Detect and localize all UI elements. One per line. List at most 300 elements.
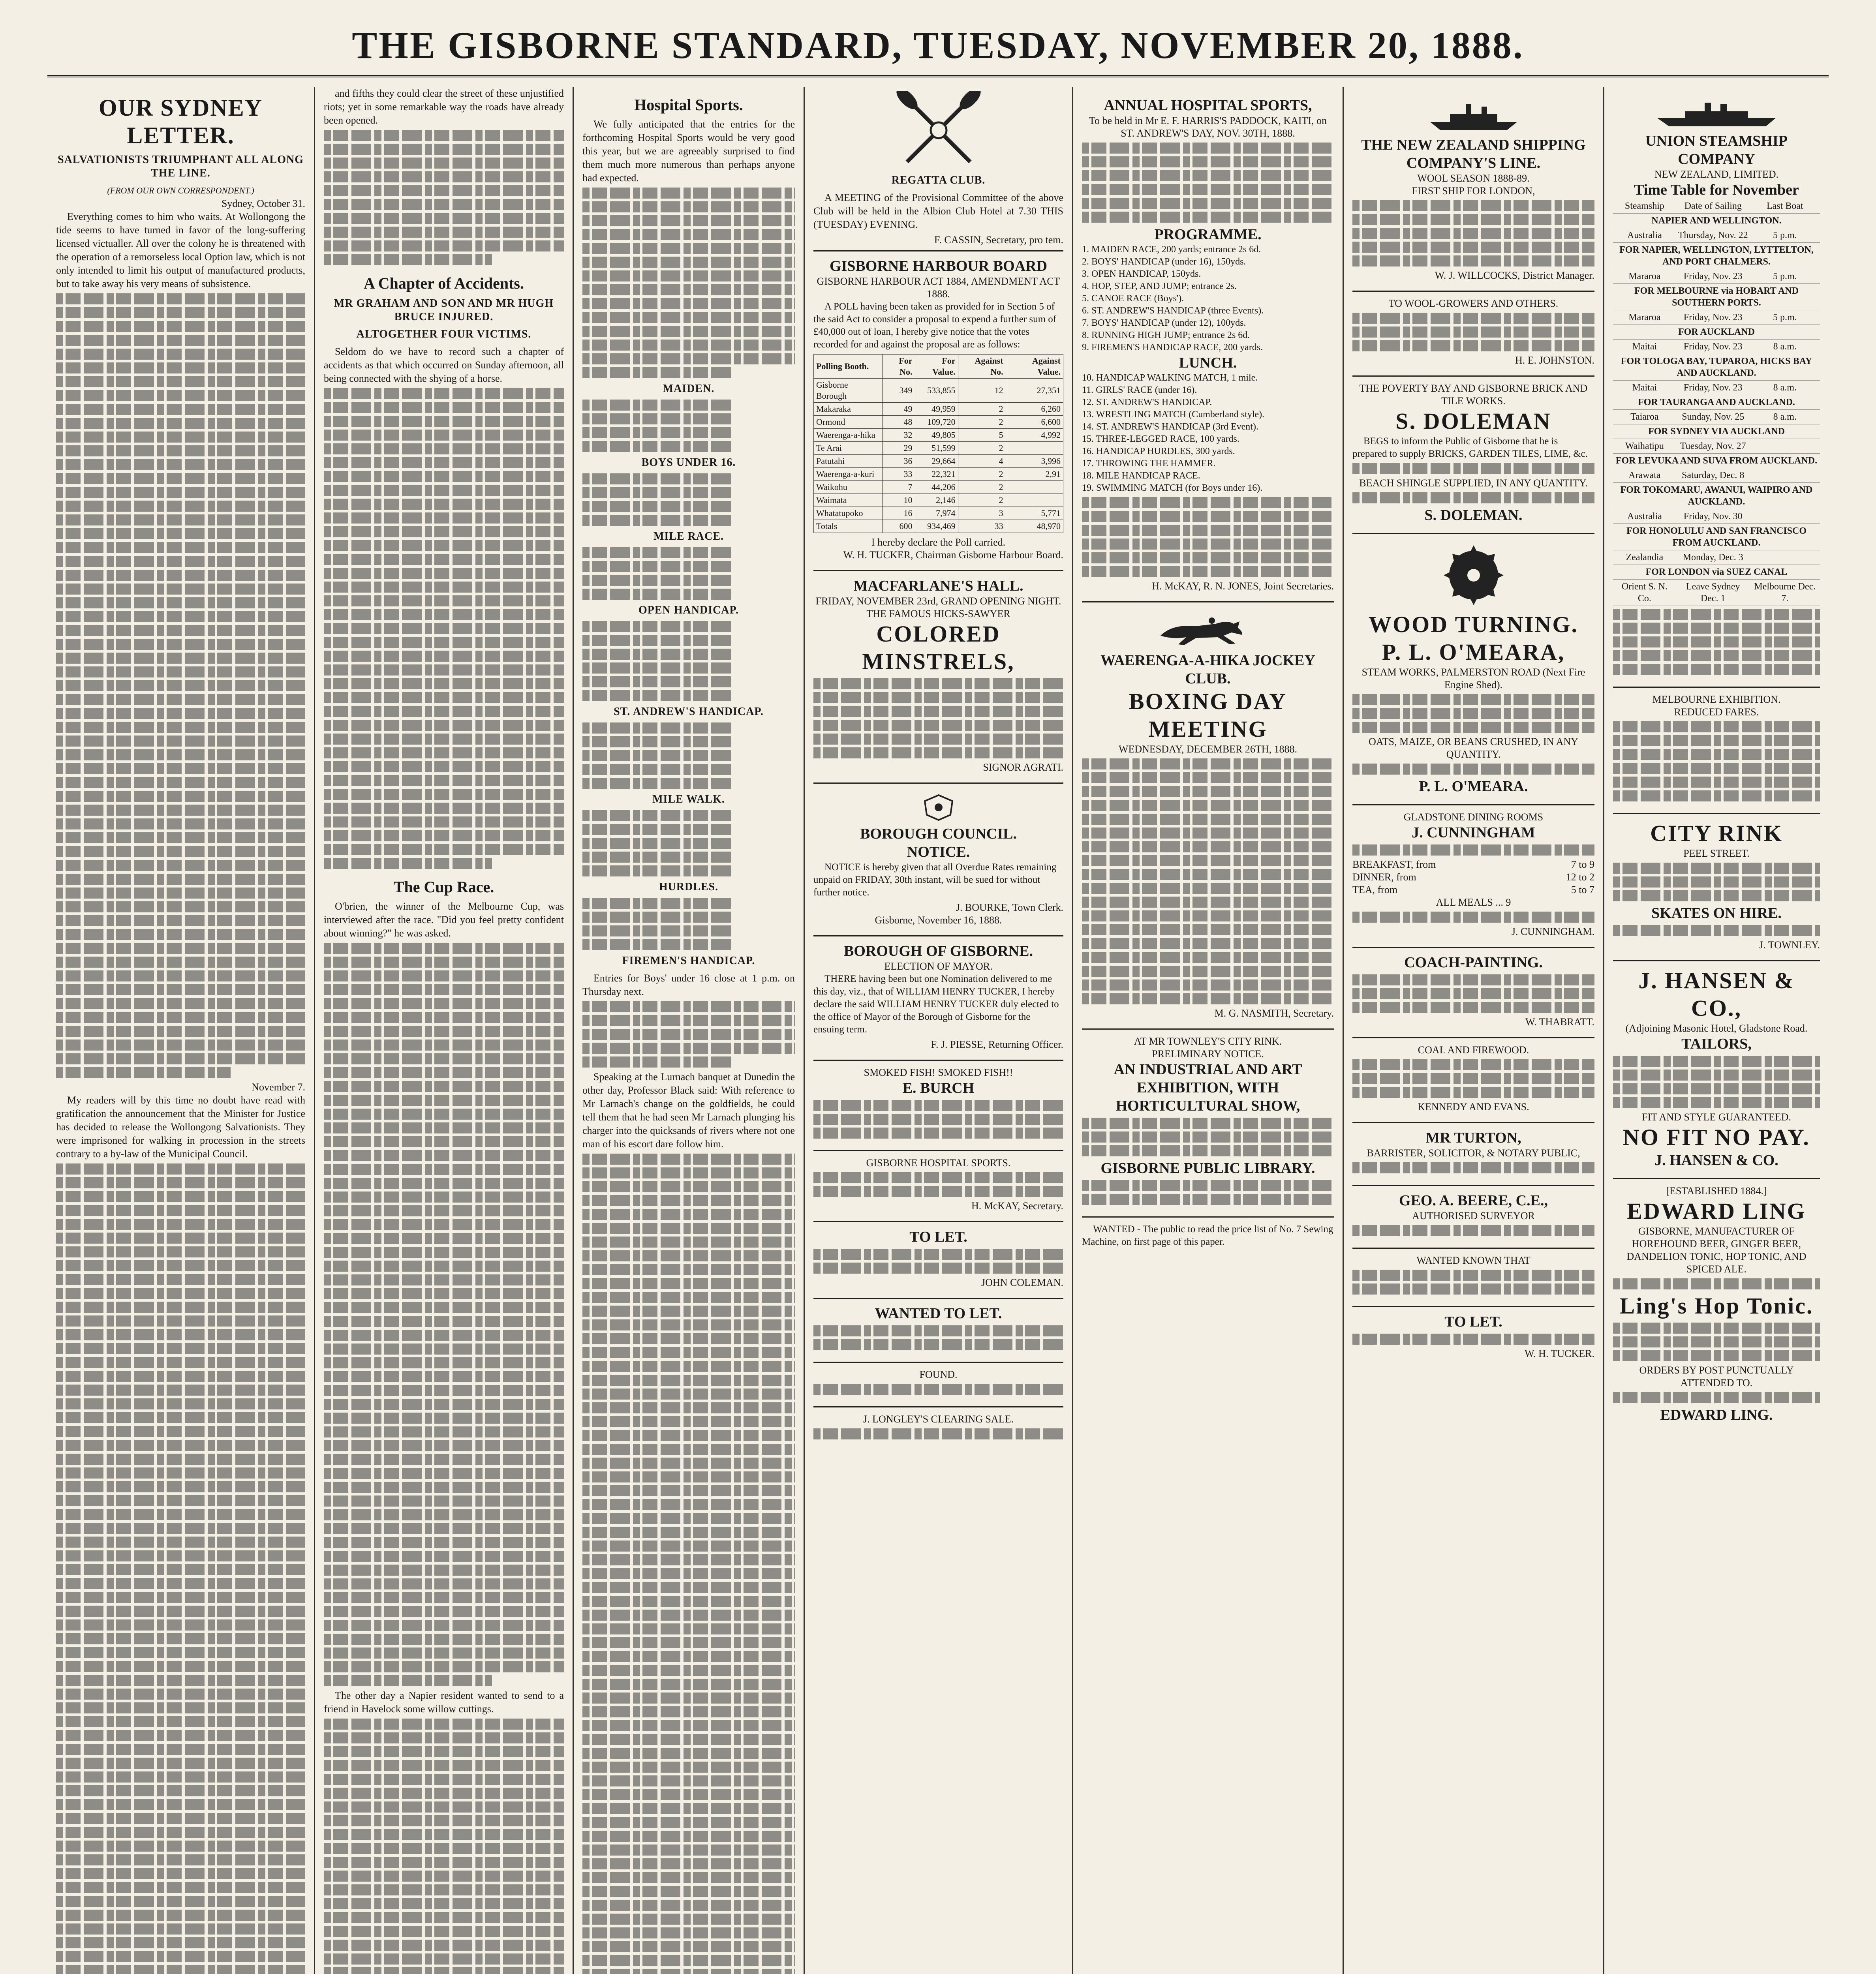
ad-title: J. HANSEN & CO. (1654, 1152, 1778, 1169)
fare-row (1352, 858, 1594, 871)
text-line (1613, 763, 1820, 774)
text-line (324, 1760, 564, 1771)
text-line (324, 1316, 564, 1327)
sports-programme-ad (1082, 91, 1334, 597)
text-line (56, 832, 305, 843)
text-line (1613, 890, 1820, 901)
text-line (582, 1001, 795, 1012)
text-line (582, 215, 795, 226)
route-boat (1750, 509, 1820, 524)
text-line (582, 312, 795, 323)
text-line (324, 1592, 564, 1603)
text-line (1613, 664, 1820, 675)
wool-ad (1352, 291, 1594, 372)
poll-row (814, 416, 1063, 429)
text-line (56, 736, 305, 747)
text-line (582, 1306, 795, 1317)
text-line (1613, 1070, 1820, 1081)
ad-signature: F. J. PIESSE, Returning Officer. (931, 1039, 1063, 1050)
text-line (1352, 722, 1594, 733)
route-date: Leave Sydney Dec. 1 (1676, 580, 1750, 606)
programme-item: 13. WRESTLING MATCH (Cumberland style). (1082, 409, 1265, 420)
section-title: A Chapter of Accidents. (364, 274, 524, 292)
route-row (1613, 439, 1820, 454)
text-line (56, 293, 305, 304)
ad-signature: SIGNOR AGRATI. (983, 762, 1063, 773)
ad-title: GEO. A. BEERE, C.E., (1399, 1192, 1548, 1209)
text-line (582, 501, 731, 512)
to-let-ad (813, 1221, 1063, 1294)
text-line (56, 1288, 305, 1299)
text-line (1613, 1083, 1820, 1094)
text-line (324, 1912, 564, 1923)
section-subtitle: ALTOGETHER FOUR VICTIMS. (356, 328, 531, 340)
poll-cell: 600 (882, 520, 915, 533)
text-line (1613, 1336, 1820, 1347)
text-line (813, 747, 1063, 758)
text-line (1613, 1392, 1820, 1403)
shipping-ad (1352, 91, 1594, 287)
text-line (324, 1719, 564, 1730)
text-line (813, 1100, 1063, 1111)
ad-signature: H. McKAY, Secretary. (971, 1200, 1063, 1212)
programme-list (1082, 244, 1334, 354)
ad-date: Gisborne, November 16, 1888. (875, 914, 1002, 926)
programme-item: 15. THREE-LEGGED RACE, 100 yards. (1082, 434, 1239, 444)
article-paragraph: Seldom do we have to record such a chapter of accidents as that which occurred on Sunday afternoon, all being connected with the shying of a horse. (324, 346, 564, 384)
article-paragraph: Entries for Boys' under 16 close at 1 p.m. on Thursday next. (582, 972, 795, 997)
ad-subtitle: (Adjoining Masonic Hotel, Gladstone Road. (1625, 1023, 1808, 1034)
text-line (1613, 790, 1820, 801)
programme-item: 19. SWIMMING MATCH (for Boys under 16). (1082, 483, 1263, 493)
text-line (324, 1344, 564, 1355)
ad-signature: J. BOURKE, Town Clerk. (956, 902, 1063, 913)
text-line (324, 1385, 564, 1396)
ad-subtitle: REDUCED FARES. (1674, 706, 1759, 718)
text-line (324, 651, 564, 662)
text-line (582, 270, 795, 281)
ad-headline: P. L. O'MEARA, (1382, 639, 1565, 665)
text-line (324, 457, 564, 468)
text-line (582, 635, 731, 646)
text-line (324, 254, 492, 265)
text-line (1613, 609, 1820, 620)
text-line (324, 609, 564, 620)
text-line (56, 970, 305, 981)
ad-subtitle: ORDERS BY POST PUNCTUALLY ATTENDED TO. (1639, 1364, 1794, 1389)
text-line (56, 846, 305, 857)
text-line (1613, 721, 1820, 732)
wanted-ad (813, 1298, 1063, 1358)
ad-headline: BOXING DAY MEETING (1129, 689, 1287, 742)
article-paragraph: O'brien, the winner of the Melbourne Cup, was interviewed after the race. "Did you feel pretty confident about winning?" he was asked. (324, 901, 564, 939)
text-line (324, 554, 564, 565)
text-line (1352, 214, 1594, 225)
text-line (56, 570, 305, 581)
text-line (56, 1965, 305, 1974)
text-line (56, 1163, 305, 1175)
text-line (1352, 1283, 1594, 1295)
route-heading: NAPIER AND WELLINGTON. (1613, 214, 1820, 228)
text-line (1082, 786, 1334, 797)
text-line (56, 1467, 305, 1479)
ad-signature: H. E. JOHNSTON. (1515, 355, 1594, 366)
route-boat: 8 a.m. (1750, 381, 1820, 395)
poll-cell: 36 (882, 455, 915, 468)
poll-body (814, 379, 1063, 533)
text-line (324, 1095, 564, 1106)
route-heading-row (1613, 483, 1820, 509)
text-line (582, 1955, 795, 1966)
text-line (324, 1884, 564, 1895)
ad-title: LUNCH. (1179, 355, 1237, 371)
route-date: Friday, Nov. 23 (1676, 340, 1750, 354)
text-line (582, 326, 795, 337)
text-line (56, 1053, 305, 1064)
text-line (1352, 1162, 1594, 1173)
text-line (582, 1651, 795, 1662)
text-line (56, 818, 305, 829)
text-line (56, 694, 305, 705)
text-line (1082, 566, 1334, 577)
text-line (56, 335, 305, 346)
poll-cell: 16 (882, 507, 915, 520)
text-line (56, 929, 305, 940)
text-line (582, 400, 731, 411)
found-ad (813, 1362, 1063, 1402)
route-heading: FOR TOKOMARU, AWANUI, WAIPIRO AND AUCKLAND. (1613, 483, 1820, 509)
poll-cell: 51,599 (915, 442, 958, 455)
text-line (56, 1854, 305, 1865)
poll-row (814, 520, 1063, 533)
text-line (1613, 1350, 1820, 1361)
ad-subtitle: WOOL SEASON 1888-89. (1417, 173, 1530, 184)
route-boat: 8 a.m. (1750, 340, 1820, 354)
ad-title: BOROUGH COUNCIL. (860, 826, 1017, 842)
text-line (1613, 925, 1820, 936)
route-ship: Australia (1613, 509, 1676, 524)
route-boat: 8 a.m. (1750, 410, 1820, 424)
dining-rooms-ad (1352, 804, 1594, 943)
poll-row (814, 481, 1063, 494)
text-line (582, 1693, 795, 1704)
fare-hours: 5 to 7 (1571, 884, 1594, 895)
ad-title: BOROUGH OF GISBORNE. (844, 943, 1033, 959)
poll-cell: 5 (958, 429, 1006, 442)
text-line (56, 528, 305, 539)
ship-icon (1426, 100, 1521, 132)
text-line (1352, 1073, 1594, 1084)
text-line (324, 1164, 564, 1175)
poll-row (814, 455, 1063, 468)
text-line (56, 625, 305, 636)
route-row (1613, 580, 1820, 606)
ad-title: WANTED KNOWN THAT (1416, 1255, 1530, 1266)
ad-date: WEDNESDAY, DECEMBER 26TH, 1888. (1118, 743, 1298, 755)
text-line (582, 1596, 795, 1607)
ad-signature: J. CUNNINGHAM. (1511, 926, 1594, 937)
text-line (56, 1868, 305, 1879)
text-line (1082, 855, 1334, 866)
text-line (1613, 1278, 1820, 1289)
column-hospital-sports (574, 87, 804, 1974)
ad-headline: AN INDUSTRIAL AND ART EXHIBITION, WITH HORTICULTURAL SHOW, (1114, 1061, 1302, 1114)
text-line (324, 185, 564, 196)
text-line (1613, 735, 1820, 746)
borough-notice (813, 782, 1063, 931)
crossed-oars-icon (895, 91, 982, 170)
text-line (324, 789, 564, 800)
text-line (324, 1426, 564, 1437)
text-line (813, 1172, 1063, 1183)
text-line (324, 1053, 564, 1064)
text-line (324, 213, 564, 224)
text-line (56, 639, 305, 650)
text-line (56, 901, 305, 912)
text-line (1352, 988, 1594, 999)
text-line (56, 1606, 305, 1617)
poll-cell: 29,664 (915, 455, 958, 468)
route-ship: Mararoa (1613, 269, 1676, 284)
text-line (1352, 912, 1594, 923)
route-boat: 5 p.m. (1750, 228, 1820, 243)
text-line (582, 1817, 795, 1828)
programme-item: 4. HOP, STEP, AND JUMP; entrance 2s. (1082, 281, 1237, 291)
text-line (56, 404, 305, 415)
exhibition-ad (1082, 1028, 1334, 1212)
text-line (1352, 1334, 1594, 1345)
text-line (324, 485, 564, 496)
text-line (324, 582, 564, 593)
route-ship: Zealandia (1613, 550, 1676, 565)
masthead: THE GISBORNE STANDARD, TUESDAY, NOVEMBER 20, 1888. (47, 16, 1829, 77)
text-line (56, 1274, 305, 1285)
route-row (1613, 269, 1820, 284)
text-line (1082, 979, 1334, 991)
ad-title: MACFARLANE'S HALL. (853, 578, 1023, 594)
poll-cell: 2 (958, 416, 1006, 429)
text-line (56, 1758, 305, 1769)
text-line (582, 898, 731, 909)
event-heading: BOYS UNDER 16. (641, 456, 736, 469)
text-line (56, 1730, 305, 1741)
text-line (56, 1412, 305, 1423)
text-line (1082, 184, 1334, 195)
column-notices (805, 87, 1072, 1974)
poll-cell: 49,805 (915, 429, 958, 442)
poll-cell: Waikohu (814, 481, 883, 494)
fare-hours: 7 to 9 (1571, 859, 1594, 870)
text-line (56, 307, 305, 318)
article-title: OUR SYDNEY LETTER. (98, 95, 263, 148)
fare-meal: BREAKFAST, from (1352, 859, 1436, 870)
text-line (1613, 777, 1820, 788)
route-date: Friday, Nov. 23 (1676, 381, 1750, 395)
text-line (1082, 1194, 1334, 1205)
steamship-ad (1613, 91, 1820, 683)
ad-text: THERE having been but one Nomination delivered to me this day, viz., that of WILLIAM HENRY TUCKER, I hereby declare the said WILLIAM HENRY TUCKER duly elected to the office of Mayor of the Borough of Gisborne for the ensuing term. (813, 974, 1059, 1035)
text-line (56, 763, 305, 774)
route-row (1613, 340, 1820, 354)
route-heading: FOR MELBOURNE via HOBART AND SOUTHERN PORTS. (1613, 284, 1820, 310)
text-line (56, 501, 305, 512)
timetable-body (1613, 214, 1820, 606)
article-paragraph: Everything comes to him who waits. At Wollongong the tide seems to have turned in favor of the long-suffering licensed victualler. All over the colony he is threatened with the operation of a remorseless local Option law, which is not only intended to limit his output of manufactured products, but to take away his very means of subsistence. (56, 211, 305, 289)
text-line (582, 1209, 795, 1220)
fare-hours: 12 to 2 (1566, 871, 1594, 883)
ad-subtitle: FIT AND STYLE GUARANTEED. (1642, 1111, 1791, 1123)
to-let-ad (1352, 1306, 1594, 1365)
text-line (324, 402, 564, 413)
coal-ad (1352, 1037, 1594, 1118)
text-line (582, 1762, 795, 1773)
text-line (582, 1250, 795, 1261)
text-line (1082, 525, 1334, 536)
text-line (324, 1496, 564, 1507)
text-line (56, 1716, 305, 1727)
mayor-notice (813, 935, 1063, 1056)
text-line (1082, 170, 1334, 181)
text-line (1082, 772, 1334, 783)
programme-list (1082, 372, 1334, 494)
text-line (1613, 863, 1820, 874)
text-line (1082, 758, 1334, 769)
text-line (1082, 1145, 1334, 1156)
text-line (56, 1260, 305, 1271)
poll-cell: 5,771 (1006, 507, 1063, 520)
ad-title: SMOKED FISH! SMOKED FISH!! (864, 1067, 1013, 1078)
text-line (582, 1568, 795, 1579)
poll-row (814, 468, 1063, 481)
text-line (56, 1702, 305, 1713)
text-line (56, 1578, 305, 1589)
text-line (324, 1040, 564, 1051)
ad-title: COAL AND FIREWOOD. (1418, 1044, 1529, 1056)
poll-cell: 22,321 (915, 468, 958, 481)
section-title: Hospital Sports. (634, 96, 743, 114)
edward-ling-ad (1613, 1178, 1820, 1429)
ad-title: J. LONGLEY'S CLEARING SALE. (863, 1413, 1014, 1425)
article-paragraph: My readers will by this time no doubt have read with gratification the announcement that the Minister for Justice has decided to release the Wollongong Salvationists. They were imprisoned for walking in procession in the streets contrary to a by-law of the Municipal Council. (56, 1094, 305, 1160)
programme-item: 12. ST. ANDREW'S HANDICAP. (1082, 397, 1212, 407)
text-line (582, 1665, 795, 1676)
poll-row (814, 429, 1063, 442)
ad-headline: COLORED MINSTRELS, (862, 621, 1015, 674)
article-subtitle: SALVATIONISTS TRIUMPHANT ALL ALONG THE LINE. (58, 154, 304, 179)
section-title: The Cup Race. (393, 878, 494, 896)
text-line (582, 1582, 795, 1593)
text-line (1082, 938, 1334, 949)
programme-item: 7. BOYS' HANDICAP (under 12), 100yds. (1082, 318, 1246, 328)
text-line (1352, 1087, 1594, 1098)
text-line (582, 340, 795, 351)
text-line (1082, 924, 1334, 935)
poll-cell (1006, 481, 1063, 494)
poll-cell: Waerenga-a-kuri (814, 468, 883, 481)
route-boat (1750, 439, 1820, 454)
text-line (56, 1799, 305, 1810)
text-line (582, 353, 795, 364)
text-line (324, 844, 564, 855)
ad-text: WANTED - The public to read the price list of No. 7 Sewing Machine, on first page of this paper. (1082, 1224, 1333, 1247)
text-line (324, 1205, 564, 1216)
text-line (582, 441, 731, 452)
text-line (324, 1399, 564, 1410)
route-ship: Mararoa (1613, 310, 1676, 325)
poll-cell: 48,970 (1006, 520, 1063, 533)
steamship-icon (1653, 100, 1780, 128)
route-heading: FOR HONOLULU AND SAN FRANCISCO FROM AUCKLAND. (1613, 524, 1820, 550)
text-line (582, 229, 795, 240)
text-line (582, 1706, 795, 1717)
text-line (813, 1249, 1063, 1260)
text-line (56, 1523, 305, 1534)
text-line (1352, 708, 1594, 719)
text-line (324, 1440, 564, 1451)
text-line (1082, 1180, 1334, 1191)
text-line (582, 1056, 731, 1068)
ad-subtitle: GISBORNE HARBOUR ACT 1884, AMENDMENT ACT 1888. (817, 276, 1060, 300)
route-ship: Maitai (1613, 381, 1676, 395)
ad-title: THE POVERTY BAY AND GISBORNE BRICK AND TILE WORKS. (1359, 383, 1588, 407)
text-line (582, 243, 795, 254)
text-line (324, 734, 564, 745)
text-line (582, 1748, 795, 1759)
text-line (56, 1440, 305, 1451)
poll-cell: 3,996 (1006, 455, 1063, 468)
text-line (1613, 650, 1820, 661)
text-line (324, 144, 564, 155)
text-line (324, 1634, 564, 1645)
timetable-header: Steamship (1613, 199, 1676, 214)
article-paragraph: We fully anticipated that the entries for the forthcoming Hospital Sports would be very good this year, but we are agreeably surprised to find them much more numerous than perhaps anyone had expected. (582, 118, 795, 184)
route-heading-row (1613, 454, 1820, 468)
ad-title: AT MR TOWNLEY'S CITY RINK. (1134, 1036, 1282, 1047)
text-line (813, 734, 1063, 745)
text-line (324, 775, 564, 786)
text-line (324, 637, 564, 648)
route-date: Friday, Nov. 23 (1676, 310, 1750, 325)
text-line (56, 1205, 305, 1216)
ad-title: NOTICE. (907, 844, 970, 860)
text-line (56, 1785, 305, 1796)
poll-cell: 12 (958, 379, 1006, 403)
ad-title: UNION STEAMSHIP COMPANY (1645, 133, 1788, 167)
text-line (582, 547, 731, 558)
route-heading-row (1613, 243, 1820, 269)
ad-signature: F. CASSIN, Secretary, pro tem. (934, 234, 1063, 246)
text-line (324, 1620, 564, 1631)
text-line (324, 1940, 564, 1951)
article-dateline: November 7. (252, 1081, 305, 1093)
text-line (1352, 463, 1594, 474)
poll-cell: 49 (882, 403, 915, 416)
poll-header: For Value. (915, 355, 958, 379)
ad-subtitle: PEEL STREET. (1683, 848, 1750, 859)
text-line (324, 1302, 564, 1313)
text-line (582, 824, 731, 835)
text-line (56, 584, 305, 595)
poll-cell (1006, 494, 1063, 507)
text-line (56, 1302, 305, 1313)
text-line (1613, 623, 1820, 634)
poll-row (814, 494, 1063, 507)
text-line (582, 1803, 795, 1814)
section-subtitle: MR GRAHAM AND SON AND MR HUGH BRUCE INJURED. (334, 297, 554, 323)
route-ship: Taiaroa (1613, 410, 1676, 424)
text-line (56, 1771, 305, 1783)
text-line (813, 1186, 1063, 1197)
